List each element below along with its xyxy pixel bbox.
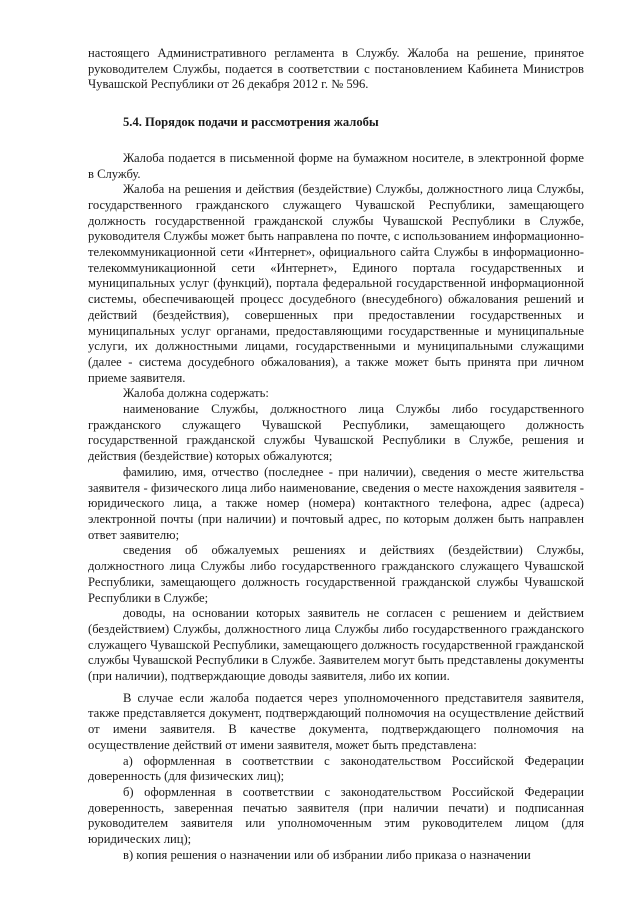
paragraph-item-arguments: доводы, на основании которых заявитель не согласен с решением и действием (бездействием) Службы, должностного лица Службы либо государственного гражданского служащего Чувашской Республики, замещающего должность государственной гражданской службы Чувашской Республики в Службе. Заявителем могут быть представлены документы (при наличии), подтверждающие доводы заявителя, либо их копии. (88, 606, 584, 684)
section-heading: 5.4. Порядок подачи и рассмотрения жалобы (123, 115, 379, 130)
intro-paragraph: настоящего Административного регламента в Службу. Жалоба на решение, принятое руководителем Службы, подается в соответствии с постановлением Кабинета Министров Чувашской Республики от 26 декабря 2012 г. № 596. (88, 46, 584, 92)
paragraph-submission-form: Жалоба подается в письменной форме на бумажном носителе, в электронной форме в Службу. (88, 150, 584, 181)
document-page (88, 46, 584, 863)
paragraph-representative: В случае если жалоба подается через уполномоченного представителя заявителя, также представляется документ, подтверждающий полномочия на осуществление действий от имени заявителя. В качестве документа, подтверждающего полномочия на осуществление действий от имени заявителя, может быть представлена: (88, 690, 584, 752)
paragraph-option-c: в) копия решения о назначении или об избрании либо приказа о назначении (123, 847, 531, 862)
paragraph-submission-channels: Жалоба на решения и действия (бездействие) Службы, должностного лица Службы, государственного гражданского служащего Чувашской Республики, замещающего должность государственной гражданской службы Чувашской Республики в Службе, руководителя Службы может быть направлена по почте, с использованием информационно-телекоммуникационной сети «Интернет», официального сайта Службы в информационно-телекоммуникационной сети «Интернет», Единого портала государственных и муниципальных услуг (функций), портала федеральной государственной информационной системы, обеспечивающей процесс досудебного (внесудебного) обжалования решений и действий (бездействия), совершенных при предоставлении государственных и муниципальных услуг органами, предоставляющими государственные и муниципальные услуги, их должностными лицами, государственными и муниципальными служащими (далее - система досудебного обжалования), а также может быть принята при личном приеме заявителя. (88, 182, 584, 385)
paragraph-item-name: наименование Службы, должностного лица Службы либо государственного гражданского служащего Чувашской Республики, замещающего должность государственной гражданской службы Чувашской Республики в Службе, решения и действия (бездействие) которых обжалуются; (88, 402, 584, 464)
paragraph-option-b: б) оформленная в соответствии с законодательством Российской Федерации доверенность, заверенная печатью заявителя (при наличии печати) и подписанная руководителем заявителя или уполномоченным этим руководителем лицом (для юридических лиц); (88, 784, 584, 847)
paragraph-item-applicant: фамилию, имя, отчество (последнее - при наличии), сведения о месте жительства заявителя - физического лица либо наименование, сведения о месте нахождения заявителя - юридического лица, а также номер (номера) контактного телефона, адрес (адреса) электронной почты (при наличии) и почтовый адрес, по которым должен быть направлен ответ заявителю; (88, 464, 584, 542)
paragraph-item-decisions: сведения об обжалуемых решениях и действиях (бездействии) Службы, должностного лица Службы либо государственного гражданского служащего Чувашской Республики, замещающего должность государственной гражданской службы Чувашской Республики в Службе; (88, 543, 584, 605)
paragraph-option-a: а) оформленная в соответствии с законодательством Российской Федерации доверенность (для физических лиц); (88, 753, 584, 784)
paragraph-complaint-contents: Жалоба должна содержать: (123, 386, 269, 401)
